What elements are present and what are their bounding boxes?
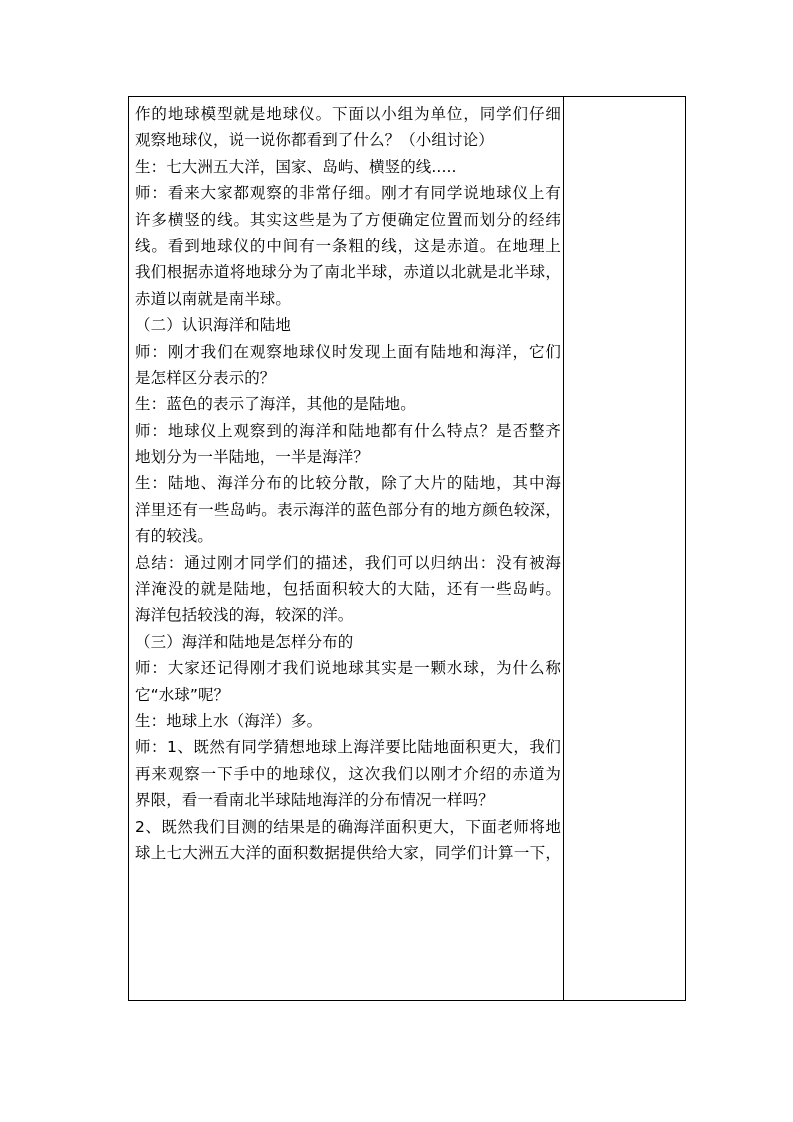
text-line: 有的较浅。: [135, 527, 214, 546]
lesson-table: [128, 96, 686, 1001]
text-line: 它“水球”呢？: [135, 685, 230, 704]
text-line: （二）认识海洋和陆地: [135, 316, 292, 335]
text-line: 线。看到地球仪的中间有一条粗的线，这是赤道。在地理上: [135, 236, 561, 255]
lesson-content-cell: [135, 101, 561, 866]
text-line: 师：地球仪上观察到的海洋和陆地都有什么特点？是否整齐: [135, 421, 561, 440]
text-line: 许多横竖的线。其实这些是为了方便确定位置而划分的经纬: [135, 210, 561, 229]
text-line: 总结：通过刚才同学们的描述，我们可以归纳出：没有被海: [135, 553, 561, 572]
text-line: 生：七大洲五大洋，国家、岛屿、横竖的线.....: [135, 157, 457, 176]
text-line: 师：1、既然有同学猜想地球上海洋要比陆地面积更大，我们: [135, 738, 561, 757]
text-line: （三）海洋和陆地是怎样分布的: [135, 632, 354, 651]
text-line: 赤道以南就是南半球。: [135, 289, 292, 308]
text-line: 界限，看一看南北半球陆地海洋的分布情况一样吗？: [135, 791, 494, 810]
text-line: 我们根据赤道将地球分为了南北半球，赤道以北就是北半球，: [135, 263, 561, 282]
text-line: 海洋包括较浅的海，较深的洋。: [135, 606, 354, 625]
text-line: 生：陆地、海洋分布的比较分散，除了大片的陆地，其中海: [135, 474, 561, 493]
text-line: 洋淹没的就是陆地，包括面积较大的大陆，还有一些岛屿。: [135, 580, 561, 599]
text-line: 球上七大洲五大洋的面积数据提供给大家，同学们计算一下，: [135, 843, 561, 862]
notes-cell: [565, 97, 685, 1000]
text-line: 师：刚才我们在观察地球仪时发现上面有陆地和海洋，它们: [135, 342, 561, 361]
text-line: 生：蓝色的表示了海洋，其他的是陆地。: [135, 395, 416, 414]
text-line: 2、既然我们目测的结果是的确海洋面积更大，下面老师将地: [135, 817, 561, 836]
text-line: 再来观察一下手中的地球仪，这次我们以刚才介绍的赤道为: [135, 764, 561, 783]
text-line: 师：看来大家都观察的非常仔细。刚才有同学说地球仪上有: [135, 184, 561, 203]
text-line: 是怎样区分表示的？: [135, 368, 276, 387]
column-divider: [563, 97, 564, 1000]
text-line: 作的地球模型就是地球仪。下面以小组为单位，同学们仔细: [135, 105, 561, 123]
text-line: 师：大家还记得刚才我们说地球其实是一颗水球，为什么称: [135, 659, 561, 678]
text-line: 洋里还有一些岛屿。表示海洋的蓝色部分有的地方颜色较深，: [135, 500, 561, 519]
text-line: 生：地球上水（海洋）多。: [135, 711, 323, 730]
text-line: 观察地球仪，说一说你都看到了什么？（小组讨论）: [135, 131, 494, 150]
text-line: 地划分为一半陆地，一半是海洋？: [135, 448, 370, 467]
